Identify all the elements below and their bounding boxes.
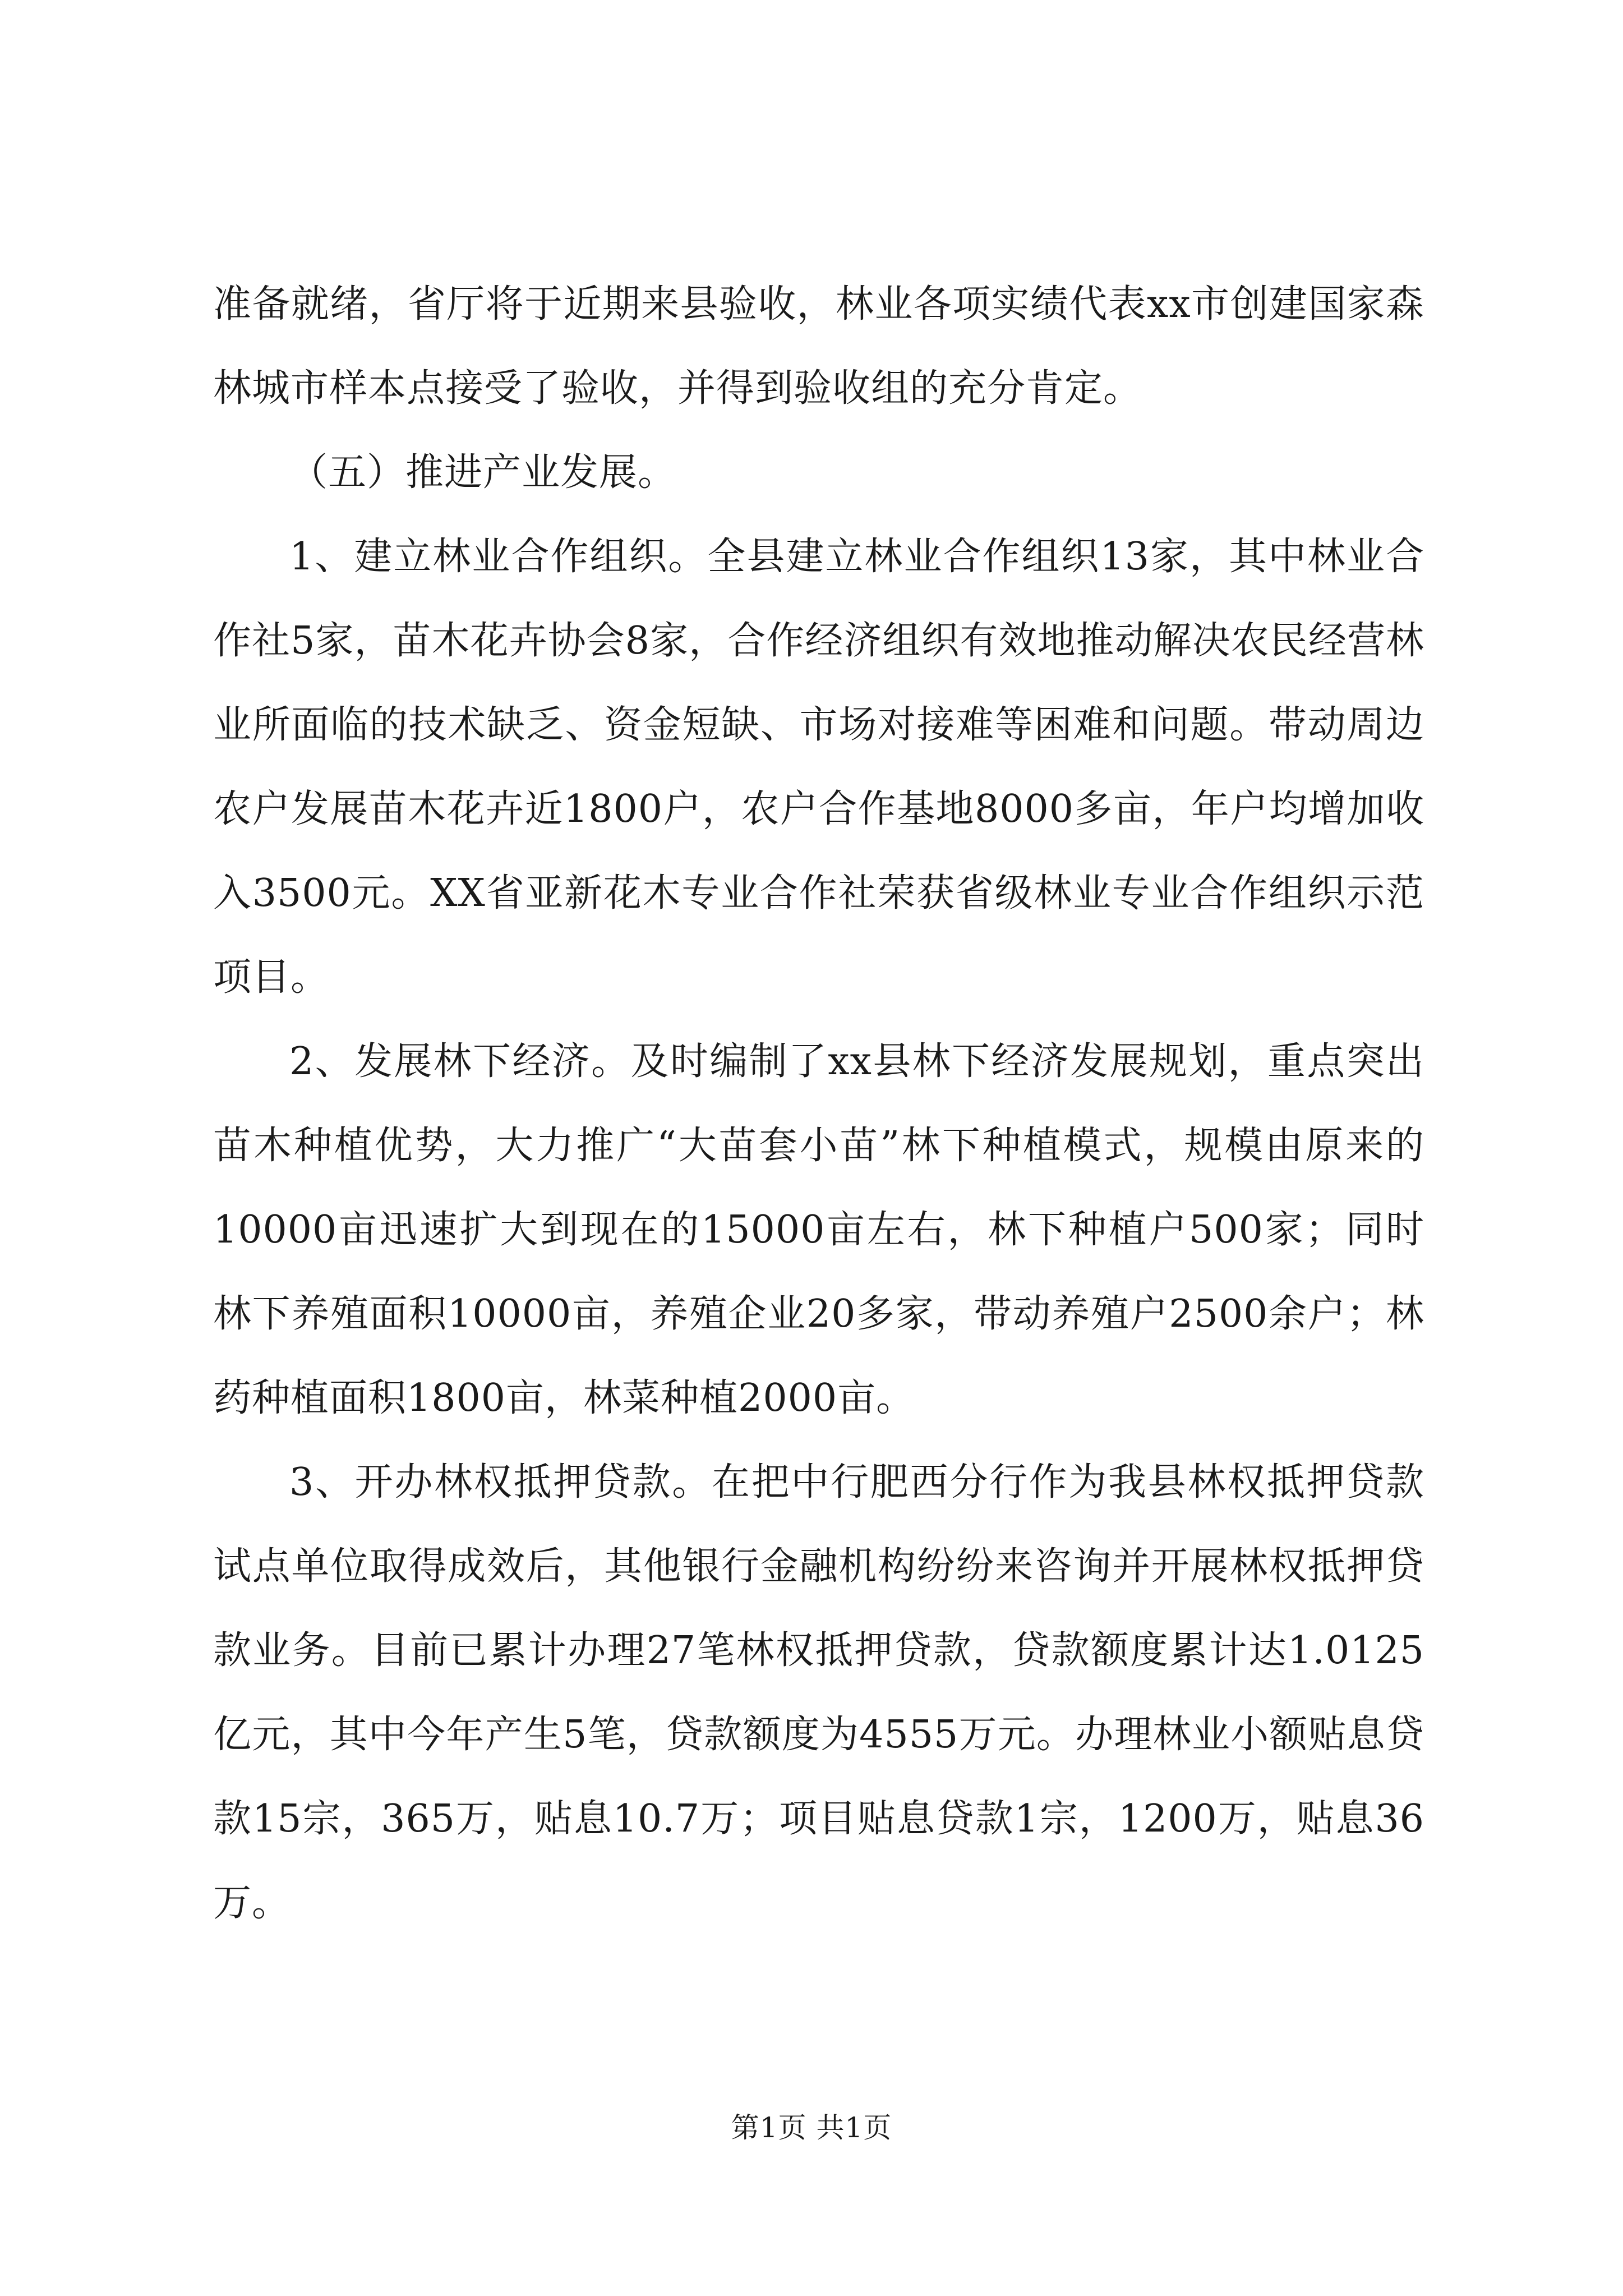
paragraph-continuation: 准备就绪，省厅将于近期来县验收，林业各项实绩代表xx市创建国家森林城市样本点接受了验收，并得到验收组的充分肯定。 <box>213 282 1424 411</box>
page-number-footer: 第1页 共1页 <box>731 2111 892 2144</box>
document-body <box>213 263 1424 1945</box>
paragraph-cooperatives: 1、建立林业合作组织。全县建立林业合作组织13家，其中林业合作社5家，苗木花卉协会8家，合作经济组织有效地推动解决农民经营林业所面临的技术缺乏、资金短缺、市场对接难等困难和问题。带动周边农户发展苗木花卉近1800户，农户合作基地8000多亩，年户均增加收入3500元。XX省亚新花木专业合作社荣获省级林业专业合作组织示范项目。 <box>213 535 1424 1000</box>
section-heading: （五）推进产业发展。 <box>289 450 677 495</box>
paragraph-understory-economy: 2、发展林下经济。及时编制了xx县林下经济发展规划，重点突出苗木种植优势，大力推广“大苗套小苗”林下种植模式，规模由原来的10000亩迅速扩大到现在的15000亩左右，林下种植户500家；同时林下养殖面积10000亩，养殖企业20多家，带动养殖户2500余户；林药种植面积1800亩，林菜种植2000亩。 <box>213 1039 1424 1420</box>
paragraph-forest-loans: 3、开办林权抵押贷款。在把中行肥西分行作为我县林权抵押贷款试点单位取得成效后，其他银行金融机构纷纷来咨询并开展林权抵押贷款业务。目前已累计办理27笔林权抵押贷款，贷款额度累计达1.0125亿元，其中今年产生5笔，贷款额度为4555万元。办理林业小额贴息贷款15宗，365万，贴息10.7万；项目贴息贷款1宗，1200万，贴息36万。 <box>213 1460 1424 1925</box>
